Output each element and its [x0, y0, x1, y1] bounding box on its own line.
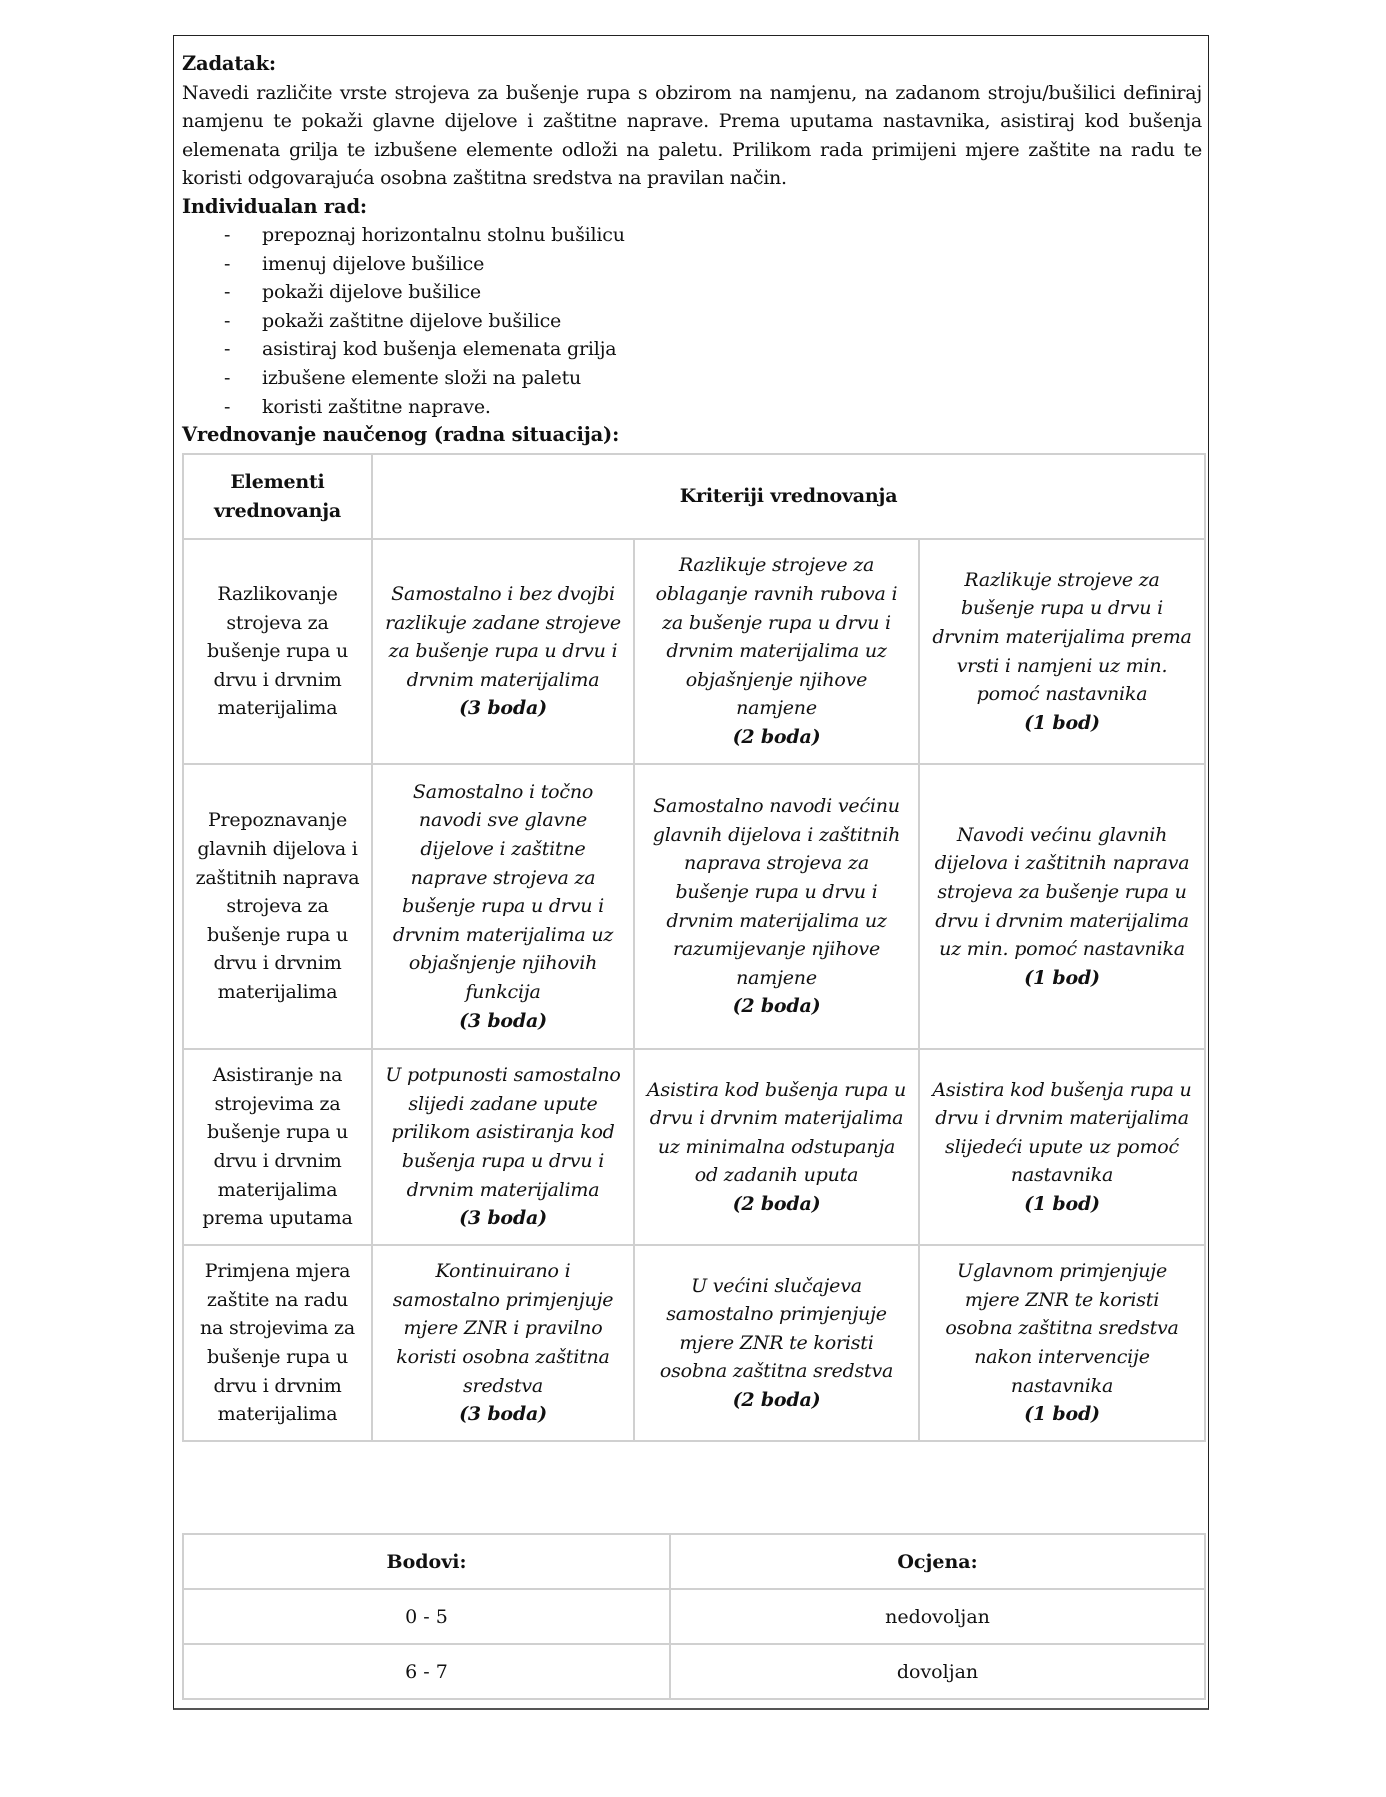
table-row — [183, 1049, 1205, 1245]
points-range: 0 - 5 — [183, 1589, 670, 1644]
table-row — [183, 1589, 1205, 1644]
grade-value: dovoljan — [670, 1644, 1205, 1699]
evaluation-criteria-table — [182, 453, 1206, 1442]
bullet-dash: - — [224, 395, 231, 418]
points-label: (3 boda) — [459, 1009, 547, 1032]
criteria-cell-2-points — [634, 1049, 919, 1245]
criteria-cell-3-points — [372, 1245, 634, 1441]
list-item-text: koristi zaštitne naprave. — [262, 395, 491, 418]
criteria-text: Samostalno i bez dvojbi razlikuje zadane strojeve za bušenje rupa u drvu i drvnim materijalima — [385, 583, 621, 691]
points-label: (1 bod) — [1024, 1192, 1100, 1215]
criteria-text: Navodi većinu glavnih dijelova i zaštitnih naprava strojeva za bušenje rupa u drvu i drvnim materijalima uz min. pomoć nastavnika — [934, 823, 1190, 961]
criteria-cell-3-points — [372, 764, 634, 1049]
criteria-text: Asistira kod bušenja rupa u drvu i drvnim materijalima uz minimalna odstupanja od zadanih uputa — [646, 1078, 907, 1187]
list-item — [182, 307, 1202, 336]
header-points: Bodovi: — [183, 1534, 670, 1589]
criteria-cell-1-point — [919, 764, 1205, 1049]
points-label: (3 boda) — [459, 697, 547, 720]
list-item-text: pokaži dijelove bušilice — [262, 281, 481, 304]
criteria-cell-2-points — [634, 1245, 919, 1441]
table-header-row — [183, 454, 1205, 539]
points-label: (2 boda) — [732, 725, 821, 748]
criteria-text: U većini slučajeva samostalno primjenjuje mjere ZNR te koristi osobna zaštitna sredstva — [659, 1274, 894, 1383]
list-item-text: prepoznaj horizontalnu stolnu bušilicu — [262, 224, 625, 246]
points-label: (2 boda) — [732, 1388, 821, 1411]
criteria-cell-2-points — [634, 539, 919, 764]
element-cell: Asistiranje na strojevima za bušenje rupa u drvu i drvnim materijalima prema uputama — [183, 1049, 372, 1245]
grade-value: nedovoljan — [670, 1589, 1205, 1644]
criteria-text: Kontinuirano i samostalno primjenjuje mjere ZNR i pravilno koristi osobna zaštitna sredstva — [392, 1260, 614, 1397]
criteria-text: Razlikuje strojeve za oblaganje ravnih rubova i za bušenje rupa u drvu i drvnim materijalima uz objašnjenje njihove namjene — [655, 554, 898, 720]
bullet-dash: - — [224, 366, 231, 389]
table-row — [183, 764, 1205, 1049]
points-label: (2 boda) — [732, 995, 821, 1018]
bullet-dash: - — [224, 252, 231, 275]
individual-task-list — [182, 221, 1202, 421]
criteria-cell-2-points — [634, 764, 919, 1049]
criteria-cell-1-point — [919, 539, 1205, 764]
criteria-text: Samostalno navodi većinu glavnih dijelova i zaštitnih naprava strojeva za bušenje rupa u drvu i drvnim materijalima uz razumijevanje njihove namjene — [652, 795, 901, 989]
criteria-cell-3-points — [372, 539, 634, 764]
criteria-text: U potpunosti samostalno slijedi zadane upute prilikom asistiranja kod bušenja rupa u drvu i drvnim materijalima — [385, 1064, 621, 1201]
document-page — [173, 35, 1209, 1710]
document-content — [182, 50, 1202, 450]
criteria-cell-3-points — [372, 1049, 634, 1245]
bullet-dash: - — [224, 309, 231, 332]
list-item — [182, 250, 1202, 279]
criteria-text: Asistira kod bušenja rupa u drvu i drvnim materijalima slijedeći upute uz pomoć nastavnika — [932, 1078, 1192, 1187]
element-cell: Prepoznavanje glavnih dijelova i zaštitnih naprava strojeva za bušenje rupa u drvu i drvnim materijalima — [183, 764, 372, 1049]
table-row — [183, 1245, 1205, 1441]
points-label: (1 bod) — [1024, 966, 1100, 989]
header-criteria: Kriteriji vrednovanja — [372, 454, 1205, 539]
criteria-text: Uglavnom primjenjuje mjere ZNR te koristi osobna zaštitna sredstva nakon intervencije nastavnika — [945, 1260, 1179, 1397]
evaluation-heading: Vrednovanje naučenog (radna situacija): — [182, 423, 620, 447]
list-item-text: imenuj dijelove bušilice — [262, 252, 485, 275]
list-item — [182, 221, 1202, 250]
list-item-text: pokaži zaštitne dijelove bušilice — [262, 309, 562, 332]
task-description: Navedi različite vrste strojeva za bušenje rupa s obzirom na namjenu, na zadanom stroju/bušilici definiraj namjenu te pokaži glavne dijelove i zaštitne naprave. Prema uputama nastavnika, asistiraj kod bušenja elemenata grilja te izbušene elemente odloži na paletu. Prilikom rada primijeni mjere zaštite na radu te koristi odgovarajuća osobna zaštitna sredstva na pravilan način. — [182, 81, 1202, 189]
list-item — [182, 364, 1202, 393]
grading-header-row — [183, 1534, 1205, 1589]
list-item — [182, 278, 1202, 307]
task-heading: Zadatak: — [182, 52, 276, 75]
list-item-text: izbušene elemente složi na paletu — [262, 366, 582, 389]
bullet-dash: - — [224, 224, 231, 246]
grading-table — [182, 1533, 1206, 1700]
header-grade: Ocjena: — [670, 1534, 1205, 1589]
list-item — [182, 335, 1202, 364]
individual-work-heading: Individualan rad: — [182, 194, 367, 218]
criteria-cell-1-point — [919, 1245, 1205, 1441]
points-label: (2 boda) — [732, 1192, 821, 1215]
table-row — [183, 1644, 1205, 1699]
points-label: (1 bod) — [1024, 711, 1100, 734]
list-item-text: asistiraj kod bušenja elemenata grilja — [262, 338, 617, 361]
table-row — [183, 539, 1205, 764]
points-label: (3 boda) — [459, 1207, 547, 1230]
element-cell: Razlikovanje strojeva za bušenje rupa u drvu i drvnim materijalima — [183, 539, 372, 764]
element-cell: Primjena mjera zaštite na radu na strojevima za bušenje rupa u drvu i drvnim materijalima — [183, 1245, 372, 1441]
criteria-cell-1-point — [919, 1049, 1205, 1245]
bullet-dash: - — [224, 281, 231, 304]
criteria-text: Razlikuje strojeve za bušenje rupa u drvu i drvnim materijalima prema vrsti i namjeni uz min. pomoć nastavnika — [932, 568, 1192, 706]
points-label: (1 bod) — [1024, 1403, 1100, 1426]
list-item — [182, 393, 1202, 422]
criteria-text: Samostalno i točno navodi sve glavne dijelove i zaštitne naprave strojeva za bušenje rupa u drvu i drvnim materijalima uz objašnjenje njihovih funkcija — [392, 780, 614, 1003]
bullet-dash: - — [224, 338, 231, 361]
points-label: (3 boda) — [459, 1403, 547, 1426]
points-range: 6 - 7 — [183, 1644, 670, 1699]
header-elements: Elementi vrednovanja — [183, 454, 372, 539]
